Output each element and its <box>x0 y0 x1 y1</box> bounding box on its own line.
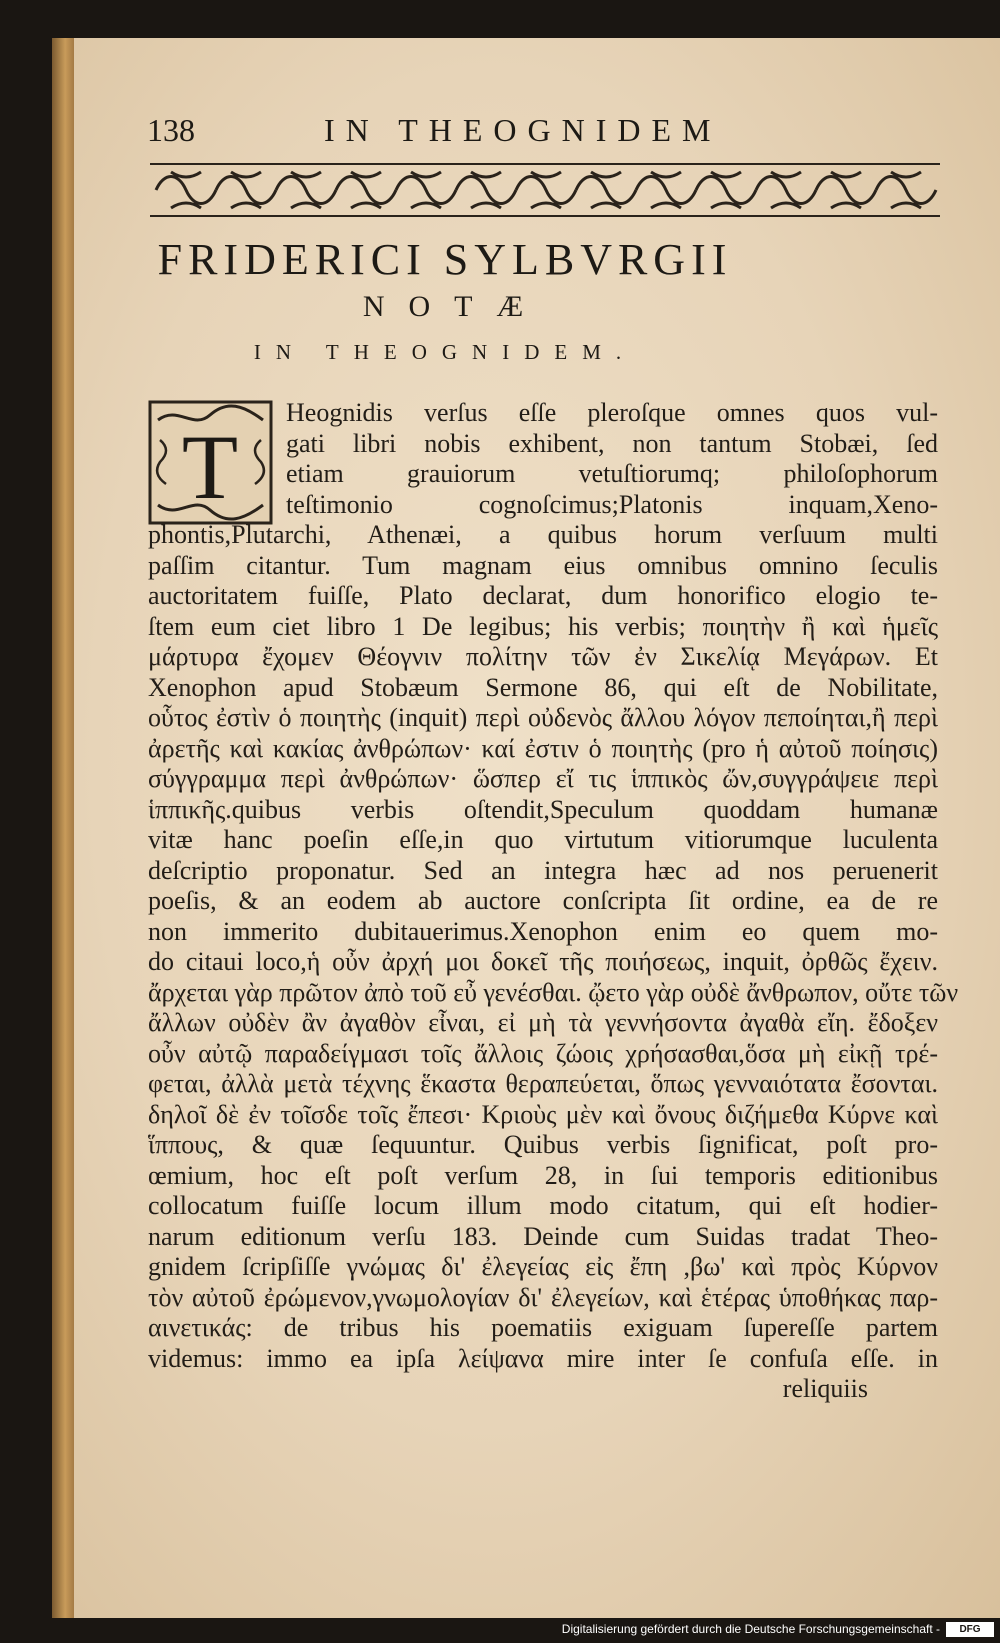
text-line: deſcriptio proponatur. Sed an integra hæc ad nos peruenerit <box>148 855 938 885</box>
subtitle-notae: NOTÆ <box>362 290 548 323</box>
text-line: οὗτος ἐστὶν ὁ ποιητὴς (inquit) περὶ οὐδενὸς ἄλλου λόγον πεποίηται,ἢ περὶ <box>148 703 938 732</box>
text-line: do citaui loco,ἡ οὖν ἀρχή μοι δοκεῖ τῆς ποιήσεως, inquit, ὀρθῶς ἔχειν. <box>148 947 938 976</box>
body-text <box>148 398 959 1405</box>
text-line: gnidem ſcripſiſſe γνώμας δι' ἐλεγείας εἰς ἔπη ,βω' καὶ πρὸς Κύρνον <box>148 1252 938 1281</box>
digitization-credit: Digitalisierung gefördert durch die Deutsche Forschungsgemeinschaft - <box>561 1622 940 1636</box>
text-line: φεται, ἀλλὰ μετὰ τέχνης ἕκαστα θεραπεύεται, ὅπως γενναιότατα ἔσονται. <box>148 1069 938 1098</box>
text-line: narum editionum verſu 183. Deinde cum Suidas tradat Theo- <box>148 1221 938 1251</box>
text-line: œmium, hoc eſt poſt verſum 28, in ſui temporis editionibus <box>148 1160 938 1190</box>
ornament-scroll <box>216 172 276 208</box>
ornament-scroll <box>876 172 936 208</box>
text-line: non immerito dubitauerimus.Xenophon enim eo quem mo- <box>148 916 938 946</box>
text-line: οὖν αὐτῷ παραδείγμασι τοῖς ἄλλοις ζώοις χρήσασθαι,ὅσα μὴ εἰκῇ τρέ- <box>148 1038 938 1068</box>
text-line: ἄρχεται γὰρ πρῶτον ἀπὸ τοῦ εὖ γενέσθαι. ᾤετο γὰρ οὐδὲ ἄνθρωπον, οὔτε τῶν <box>148 977 959 1007</box>
ornament-scroll <box>336 172 396 208</box>
text-line: σύγγραμμα περὶ ἀνθρώπων· ὥσπερ εἴ τις ἱππικὸς ὤν,συγγράψειε περὶ <box>148 764 938 793</box>
dfg-logo: DFG <box>946 1622 994 1637</box>
text-line: gati libri nobis exhibent, non tantum Stobæi, ſed <box>286 428 938 458</box>
text-line: ἀρετῆς καὶ κακίας ἀνθρώπων· καί ἐστιν ὁ ποιητὴς (pro ἡ αὐτοῦ ποίησις) <box>148 733 938 763</box>
ornament-scroll <box>696 172 756 208</box>
text-line: δηλοῖ δὲ ἐν τοῖσδε τοῖς ἔπεσι· Κριοὺς μὲν καὶ ὄνους διζήμεθα Κύρνε καὶ <box>148 1099 938 1129</box>
text-line: τὸν αὐτοῦ ἐρώμενον,γνωμολογίαν δι' ἐλεγείων, καὶ ἑτέρας ὑποθήκας παρ- <box>148 1282 938 1312</box>
ornament-scroll <box>756 172 816 208</box>
text-line: collocatum fuiſſe locum illum modo citatum, qui eſt hodier- <box>148 1191 938 1220</box>
text-line: ſtem eum ciet libro 1 De legibus; his verbis; ποιητὴν ἢ καὶ ἡμεῖς <box>148 611 938 641</box>
text-line: vitæ hanc poeſin eſſe,in quo virtutum vitiorumque luculenta <box>148 825 938 854</box>
text-line: etiam grauiorum vetuſtiorumq; philoſophorum <box>286 459 938 488</box>
text-line: ἵππους, & quæ ſequuntur. Quibus verbis ſignificat, poſt pro- <box>148 1130 938 1159</box>
ornament-scroll <box>636 172 696 208</box>
ornament-scroll <box>816 172 876 208</box>
ornament-scroll <box>156 172 216 208</box>
text-line: phontis,Plutarchi, Athenæi, a quibus horum verſuum multi <box>148 520 938 549</box>
text-line: teſtimonio cognoſcimus;Platonis inquam,Xeno- <box>286 489 938 519</box>
text-line: videmus: immo ea ipſa λείψανα mire inter ſe confuſa eſſe. in <box>148 1343 938 1373</box>
ornament-scroll <box>456 172 516 208</box>
ornamental-band <box>150 160 940 220</box>
text-line <box>148 1374 938 1405</box>
text-line: αινετικάς: de tribus his poematiis exiguam ſupereſſe partem <box>148 1313 938 1342</box>
ornament-scroll <box>516 172 576 208</box>
ornament-scroll <box>576 172 636 208</box>
text-line: poeſis, & an eodem ab auctore conſcripta ſit ordine, ea de re <box>148 886 938 915</box>
text-line: auctoritatem fuiſſe, Plato declarat, dum honorifico elogio te- <box>148 581 938 610</box>
running-head: IN THEOGNIDEM <box>324 112 722 148</box>
text-line: Heognidis verſus eſſe pleroſque omnes quos vul- <box>286 398 938 427</box>
subtitle-in-theognidem: IN THEOGNIDEM. <box>253 340 637 364</box>
ornament-scroll <box>396 172 456 208</box>
text-line: ἄλλων οὐδὲν ἂν ἀγαθὸν εἶναι, εἰ μὴ τὰ γεννήσοντα ἀγαθὰ εἴη. ἔδοξεν <box>148 1008 938 1037</box>
svg-text:T: T <box>181 416 239 518</box>
catchword: reliquiis <box>782 1374 868 1403</box>
page-number: 138 <box>147 112 195 148</box>
text-line: Xenophon apud Stobæum Sermone 86, qui eſt de Nobilitate, <box>148 672 938 702</box>
main-title: FRIDERICI SYLBVRGII <box>157 235 733 284</box>
text-line: paſſim citantur. Tum magnam eius omnibus omnino ſeculis <box>148 550 938 580</box>
ornament-scroll <box>276 172 336 208</box>
text-line: ἱππικῆς.quibus verbis oſtendit,Speculum quoddam humanæ <box>148 794 938 824</box>
text-line: μάρτυρα ἔχομεν Θέογνιν πολίτην τῶν ἐν Σικελίᾳ Μεγάρων. Et <box>148 642 938 671</box>
